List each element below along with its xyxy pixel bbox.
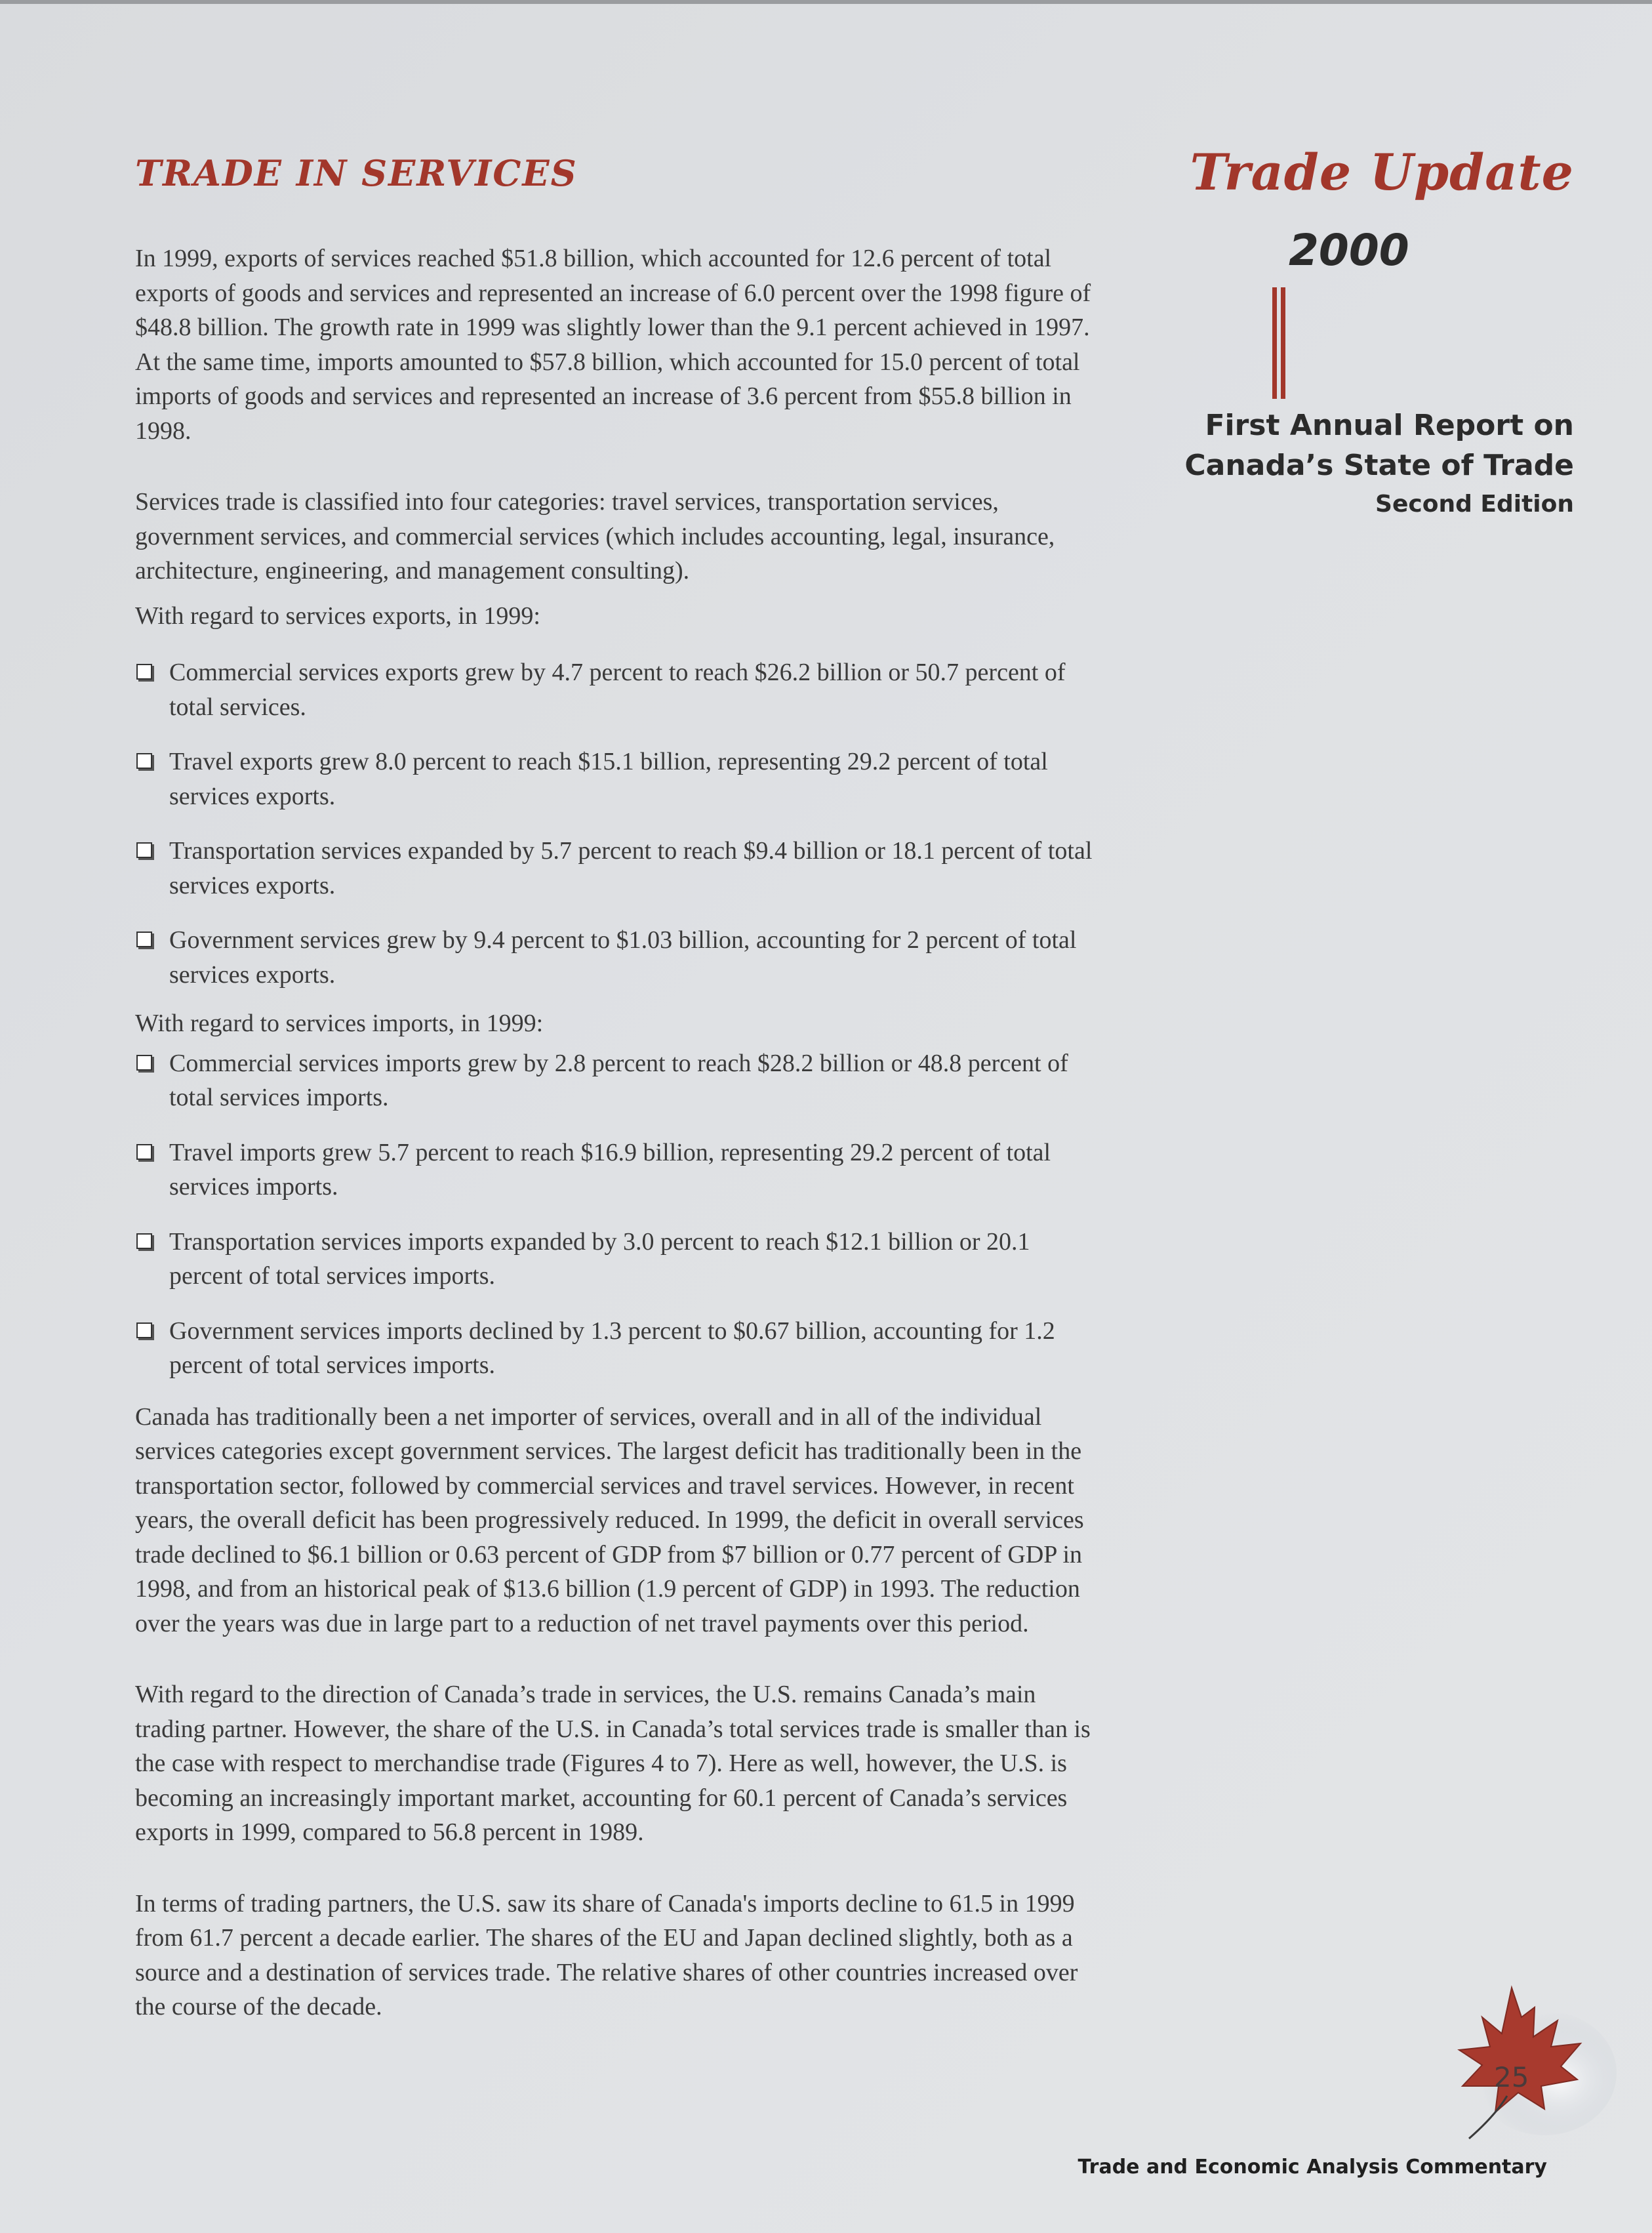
checkbox-square-icon bbox=[136, 1322, 152, 1338]
checkbox-square-icon bbox=[136, 842, 152, 858]
list-item: Commercial services exports grew by 4.7 percent to reach $26.2 billion or 50.7 percent of total services. bbox=[135, 655, 1093, 724]
checkbox-square-icon bbox=[136, 1055, 152, 1071]
report-edition-label: Second Edition bbox=[1375, 491, 1574, 518]
list-item: Transportation services imports expanded by 3.0 percent to reach $12.1 billion or 20.1 percent of total services imports. bbox=[135, 1225, 1093, 1294]
main-column bbox=[135, 152, 1093, 2024]
decorative-bar-right bbox=[1281, 287, 1285, 399]
checkbox-square-icon bbox=[136, 664, 152, 680]
section-heading: TRADE IN SERVICES bbox=[135, 152, 578, 194]
paragraph-categories: Services trade is classified into four categories: travel services, transportation services, government services, and commercial services (which includes accounting, legal, insurance, architecture, engineering, and management consulting). bbox=[135, 488, 1055, 584]
imports-bullet-list bbox=[135, 1046, 1093, 1383]
list-item: Government services grew by 9.4 percent to $1.03 billion, accounting for 2 percent of total services exports. bbox=[135, 923, 1093, 992]
checkbox-square-icon bbox=[136, 1144, 152, 1160]
list-item: Government services imports declined by 1.3 percent to $0.67 billion, accounting for 1.2 percent of total services imports. bbox=[135, 1314, 1093, 1383]
paragraph-net-importer: Canada has traditionally been a net importer of services, overall and in all of the individual services categories except government services. The largest deficit has traditionally been in the transportation sector, followed by commercial services and travel services. However, in recent years, the overall deficit has been progressively reduced. In 1999, the deficit in overall services trade declined to $6.1 billion or 0.63 percent of GDP from $7 billion or 0.77 percent of GDP in 1998, and from an historical peak of $13.6 billion (1.9 percent of GDP) in 1993. The reduction over the years was due in large part to a reduction of net travel payments over this period. bbox=[135, 1403, 1084, 1637]
top-edge-line bbox=[0, 0, 1652, 4]
paragraph-exports-intro: With regard to services exports, in 1999: bbox=[135, 602, 540, 630]
edition-year: 2000 bbox=[1289, 225, 1409, 276]
paragraph-trading-partners: In terms of trading partners, the U.S. saw its share of Canada's imports decline to 61.5 in 1999 from 61.7 percent a decade earlier. The shares of the EU and Japan declined slightly, both as a source and a destination of services trade. The relative shares of other countries increased over the course of the decade. bbox=[135, 1889, 1078, 2020]
checkbox-square-icon bbox=[136, 932, 152, 947]
list-item: Travel imports grew 5.7 percent to reach $16.9 billion, representing 29.2 percent of total services imports. bbox=[135, 1136, 1093, 1204]
page-number: 25 bbox=[1494, 2061, 1529, 2093]
exports-bullet-list bbox=[135, 655, 1093, 992]
list-item: Transportation services expanded by 5.7 percent to reach $9.4 billion or 18.1 percent of total services exports. bbox=[135, 834, 1093, 903]
trade-update-title: Trade Update bbox=[1190, 143, 1574, 201]
list-item: Commercial services imports grew by 2.8 percent to reach $28.2 billion or 48.8 percent of total services imports. bbox=[135, 1046, 1093, 1115]
paragraph-imports-intro: With regard to services imports, in 1999: bbox=[135, 1010, 544, 1037]
list-item: Travel exports grew 8.0 percent to reach $15.1 billion, representing 29.2 percent of total services exports. bbox=[135, 745, 1093, 813]
decorative-bar-left bbox=[1272, 287, 1277, 399]
paragraph-direction-of-trade: With regard to the direction of Canada’s trade in services, the U.S. remains Canada’s main trading partner. However, the share of the U.S. in Canada’s total services trade is smaller than is the case with respect to merchandise trade (Figures 4 to 7). Here as well, however, the U.S. is becoming an increasingly important market, accounting for 60.1 percent of Canada’s services exports in 1999, compared to 56.8 percent in 1989. bbox=[135, 1681, 1091, 1846]
paragraph-services-overview: In 1999, exports of services reached $51.8 billion, which accounted for 12.6 percent of total exports of goods and services and represented an increase of 6.0 percent over the 1998 figure of $48.8 billion. The growth rate in 1999 was slightly lower than the 9.1 percent achieved in 1997. At the same time, imports amounted to $57.8 billion, which accounted for 15.0 percent of total imports of goods and services and represented an increase of 3.6 percent from $55.8 billion in 1998. bbox=[135, 245, 1091, 445]
checkbox-square-icon bbox=[136, 753, 152, 769]
publication-footer: Trade and Economic Analysis Commentary bbox=[1078, 2156, 1547, 2179]
report-subtitle-line2: Canada’s State of Trade bbox=[1184, 449, 1574, 482]
report-subtitle-line1: First Annual Report on bbox=[1205, 409, 1574, 442]
checkbox-square-icon bbox=[136, 1233, 152, 1249]
